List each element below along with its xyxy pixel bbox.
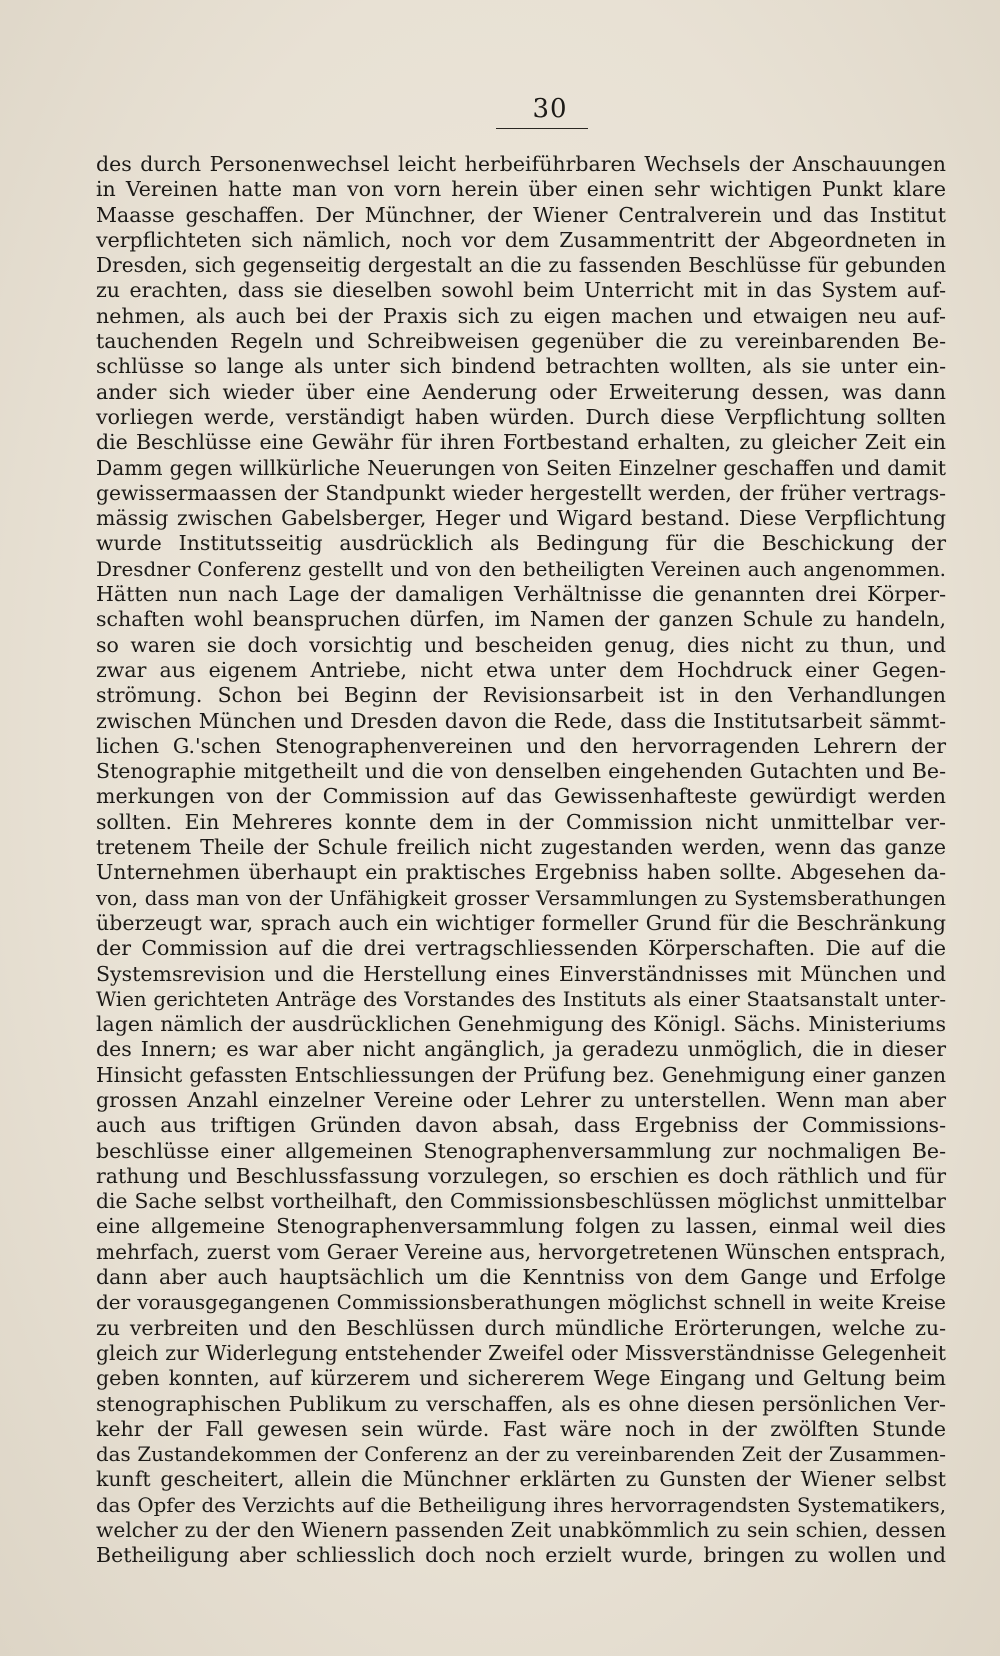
text-line: Dresdner Conferenz gestellt und von den betheiligten Vereinen auch angenommen.: [96, 557, 946, 581]
text-line: lagen nämlich der ausdrücklichen Genehmigung des Königl. Sächs. Ministeriums: [96, 1012, 946, 1037]
text-line: dann aber auch hauptsächlich um die Kenntniss von dem Gange und Erfolge: [96, 1265, 946, 1290]
text-line: das Zustandekommen der Conferenz an der zu vereinbarenden Zeit der Zusammen-: [96, 1443, 946, 1467]
text-line: kunft gescheitert, allein die Münchner erklärten zu Gunsten der Wiener selbst: [96, 1467, 946, 1492]
text-line: schlüsse so lange als unter sich bindend betrachten wollten, als sie unter ein-: [96, 354, 946, 379]
text-line: beschlüsse einer allgemeinen Stenographenversammlung zur nochmaligen Be-: [96, 1138, 946, 1163]
text-line: stenographischen Publikum zu verschaffen, als es ohne diesen persönlichen Ver-: [96, 1391, 946, 1416]
text-line: der Commission auf die drei vertragschliessenden Körperschaften. Die auf die: [96, 936, 946, 961]
text-line: vorliegen werde, verständigt haben würden. Durch diese Verpflichtung sollten: [96, 404, 946, 429]
text-line: in Vereinen hatte man von vorn herein über einen sehr wichtigen Punkt klare: [96, 177, 946, 202]
text-line: geben konnten, auf kürzerem und sichererem Wege Eingang und Geltung beim: [96, 1366, 946, 1391]
text-line: Wien gerichteten Anträge des Vorstandes des Instituts als einer Staatsanstalt unter-: [96, 987, 946, 1011]
text-line: zu erachten, dass sie dieselben sowohl beim Unterricht mit in das System auf-: [96, 278, 946, 303]
text-line: die Sache selbst vortheilhaft, den Commissionsbeschlüssen möglichst unmittelbar: [96, 1189, 946, 1214]
text-line: strömung. Schon bei Beginn der Revisionsarbeit ist in den Verhandlungen: [96, 683, 946, 708]
text-line: welcher zu der den Wienern passenden Zeit unabkömmlich zu sein schien, dessen: [96, 1518, 946, 1543]
text-line: Systemsrevision und die Herstellung eines Einverständnisses mit München und: [96, 961, 946, 986]
text-line: zwar aus eigenem Antriebe, nicht etwa unter dem Hochdruck einer Gegen-: [96, 657, 946, 682]
text-line: verpflichteten sich nämlich, noch vor dem Zusammentritt der Abgeordneten in: [96, 227, 946, 252]
text-line: des Innern; es war aber nicht angänglich, ja geradezu unmöglich, die in dieser: [96, 1037, 946, 1062]
text-line: gewissermaassen der Standpunkt wieder hergestellt werden, der früher vertrags-: [96, 480, 946, 505]
text-line: tauchenden Regeln und Schreibweisen gegenüber die zu vereinbarenden Be-: [96, 329, 946, 354]
text-line: Maasse geschaffen. Der Münchner, der Wiener Centralverein und das Institut: [96, 202, 946, 227]
text-line: tretenem Theile der Schule freilich nicht zugestanden werden, wenn das ganze: [96, 835, 946, 860]
text-line: nehmen, als auch bei der Praxis sich zu eigen machen und etwaigen neu auf-: [96, 303, 946, 328]
text-line: überzeugt war, sprach auch ein wichtiger formeller Grund für die Beschränkung: [96, 910, 946, 935]
text-line: die Beschlüsse eine Gewähr für ihren Fortbestand erhalten, zu gleicher Zeit ein: [96, 430, 946, 455]
text-line: eine allgemeine Stenographenversammlung folgen zu lassen, einmal weil dies: [96, 1214, 946, 1239]
text-line: Hinsicht gefassten Entschliessungen der Prüfung bez. Genehmigung einer ganzen: [96, 1062, 946, 1087]
page-number: 30: [532, 94, 568, 124]
text-line: Unternehmen überhaupt ein praktisches Ergebniss haben sollte. Abgesehen da-: [96, 860, 946, 885]
text-line: Hätten nun nach Lage der damaligen Verhältnisse die genannten drei Körper-: [96, 582, 946, 607]
text-line: wurde Institutsseitig ausdrücklich als Bedingung für die Beschickung der: [96, 531, 946, 556]
text-line: Damm gegen willkürliche Neuerungen von Seiten Einzelner geschaffen und damit: [96, 455, 946, 480]
text-line: schaften wohl beanspruchen dürfen, im Namen der ganzen Schule zu handeln,: [96, 607, 946, 632]
page-number-rule: [496, 128, 588, 129]
text-line: Betheiligung aber schliesslich doch noch erzielt wurde, bringen zu wollen und: [96, 1543, 946, 1568]
text-line: zwischen München und Dresden davon die Rede, dass die Institutsarbeit sämmt-: [96, 708, 946, 733]
text-line: merkungen von der Commission auf das Gewissenhafteste gewürdigt werden: [96, 784, 946, 809]
text-line: lichen G.'schen Stenographenvereinen und den hervorragenden Lehrern der: [96, 733, 946, 758]
text-line: Dresden, sich gegenseitig dergestalt an die zu fassenden Beschlüsse für gebunden: [96, 253, 946, 278]
text-line: das Opfer des Verzichts auf die Betheiligung ihres hervorragendsten Systematikers,: [96, 1493, 946, 1517]
text-line: zu verbreiten und den Beschlüssen durch mündliche Erörterungen, welche zu-: [96, 1315, 946, 1340]
text-line: kehr der Fall gewesen sein würde. Fast wäre noch in der zwölften Stunde: [96, 1416, 946, 1441]
text-line: von, dass man von der Unfähigkeit grosser Versammlungen zu Systemsberathungen: [96, 886, 946, 910]
text-line: so waren sie doch vorsichtig und bescheiden genug, dies nicht zu thun, und: [96, 632, 946, 657]
text-line: grossen Anzahl einzelner Vereine oder Lehrer zu unterstellen. Wenn man aber: [96, 1087, 946, 1112]
text-line: mehrfach, zuerst vom Geraer Vereine aus, hervorgetretenen Wünschen entsprach,: [96, 1239, 946, 1264]
text-line: mässig zwischen Gabelsberger, Heger und Wigard bestand. Diese Verpflichtung: [96, 506, 946, 531]
text-line: auch aus triftigen Gründen davon absah, dass Ergebniss der Commissions-: [96, 1113, 946, 1138]
text-line: der vorausgegangenen Commissionsberathungen möglichst schnell in weite Kreise: [96, 1290, 946, 1315]
text-line: Stenographie mitgetheilt und die von denselben eingehenden Gutachten und Be-: [96, 759, 946, 784]
body-text: [96, 152, 946, 1569]
text-line: des durch Personenwechsel leicht herbeiführbaren Wechsels der Anschauungen: [96, 152, 946, 176]
text-line: gleich zur Widerlegung entstehender Zweifel oder Missverständnisse Gelegenheit: [96, 1340, 946, 1365]
text-line: rathung und Beschlussfassung vorzulegen, so erschien es doch räthlich und für: [96, 1163, 946, 1188]
text-line: ander sich wieder über eine Aenderung oder Erweiterung dessen, was dann: [96, 379, 946, 404]
text-line: sollten. Ein Mehreres konnte dem in der Commission nicht unmittelbar ver-: [96, 809, 946, 834]
